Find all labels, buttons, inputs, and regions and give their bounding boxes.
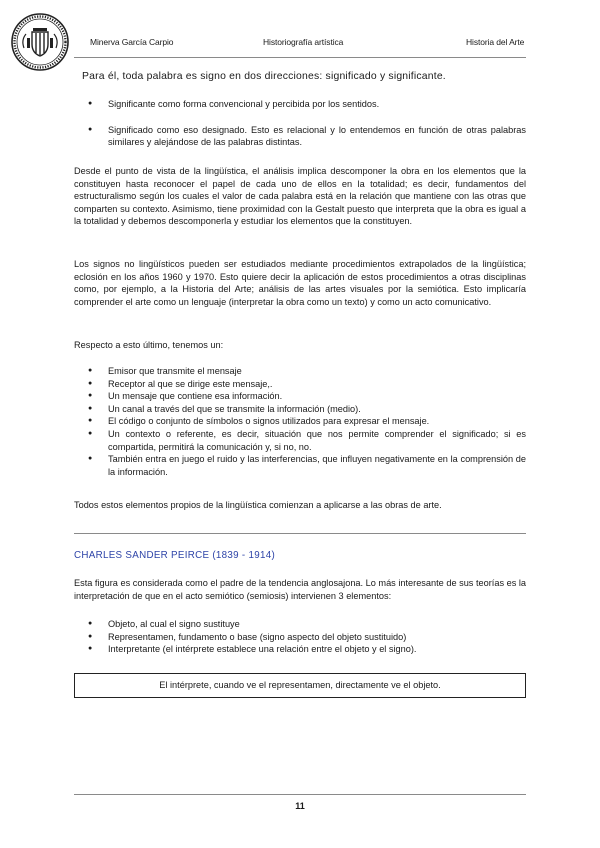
boxed-note: El intérprete, cuando ve el representamen, directamente ve el objeto. xyxy=(74,673,526,698)
paragraph-communication-intro: Respecto a esto último, tenemos un: xyxy=(74,340,224,350)
list-item: ● Un canal a través del que se transmite la información (medio). xyxy=(88,403,526,416)
list-item: ● Objeto, al cual el signo sustituye xyxy=(88,618,526,631)
header-divider xyxy=(74,57,526,58)
list-item: ● Representamen, fundamento o base (signo aspecto del objeto sustituido) xyxy=(88,631,526,644)
header-course: Historiografía artística xyxy=(263,37,344,47)
list-item: ● También entra en juego el ruido y las interferencias, que influyen negativamente en la comprensión de la información. xyxy=(88,453,526,478)
paragraph-peirce: Esta figura es considerada como el padre de la tendencia anglosajona. Lo más interesante de sus teorías es la interpretación de que en el acto semiótico (semiosis) intervienen 3 elementos: xyxy=(74,578,526,601)
header-author: Minerva García Carpio xyxy=(90,37,174,47)
list-item: ● Un mensaje que contiene esa información. xyxy=(88,390,526,403)
list-item: ● Un contexto o referente, es decir, situación que nos permite comprender el significado; si es compartida, permitirá la comunicación y, si no, no. xyxy=(88,428,526,453)
section-title: CHARLES SANDER PEIRCE (1839 - 1914) xyxy=(74,550,276,561)
header-subject: Historia del Arte xyxy=(466,37,525,47)
paragraph-non-linguistic-signs: Los signos no lingüísticos pueden ser estudiados mediante procedimientos extrapolados de la lingüística; eclosión en los años 1960 y 1970. Esto quiere decir la aplicación de estos procedimientos a otras disciplinas como, por ejemplo, a la Historia del Arte; análisis de las artes visuales por la semiótica. Esto implicaría comprender el arte como un lenguaje (interpretar la obra como un texto) y como un acto comunicativo. xyxy=(74,259,526,307)
list-item: ● Emisor que transmite el mensaje xyxy=(88,365,526,378)
page-number: 11 xyxy=(295,801,305,811)
list-item: ● Significante como forma convencional y percibida por los sentidos. xyxy=(88,98,526,111)
communication-bullet-list xyxy=(88,365,526,478)
sign-bullet-list xyxy=(88,98,526,149)
list-item: ● El código o conjunto de símbolos o signos utilizados para expresar el mensaje. xyxy=(88,415,526,428)
list-item: ● Receptor al que se dirige este mensaje,. xyxy=(88,378,526,391)
list-item: ● Interpretante (el intérprete establece una relación entre el objeto y el signo). xyxy=(88,643,526,656)
section-divider xyxy=(74,533,526,534)
list-item: ● Significado como eso designado. Esto es relacional y lo entendemos en función de otras palabras similares y alejándose de las palabras distintas. xyxy=(88,124,526,149)
intro-sentence: Para él, toda palabra es signo en dos direcciones: significado y significante. xyxy=(82,71,446,82)
footer-divider xyxy=(74,794,526,795)
paragraph-elements-applied: Todos estos elementos propios de la lingüística comienzan a aplicarse a las obras de arte. xyxy=(74,500,442,510)
paragraph-linguistics: Desde el punto de vista de la lingüística, el análisis implica descomponer la obra en los elementos que la constituyen hasta reconocer el papel de cada uno de ellos en la totalidad; es decir, fundamentos del estructuralismo según los cuales el valor de cada palabra está en la relación que mantiene con las otras que comparten su contexto. Asimismo, tiene proximidad con la Gestalt puesto que interpreta que la obra es igual a la totalidad y debemos descomponerla y estudiar los elementos que la constituyen. xyxy=(74,166,526,227)
university-seal-logo xyxy=(10,4,70,80)
peirce-bullet-list xyxy=(88,618,526,656)
